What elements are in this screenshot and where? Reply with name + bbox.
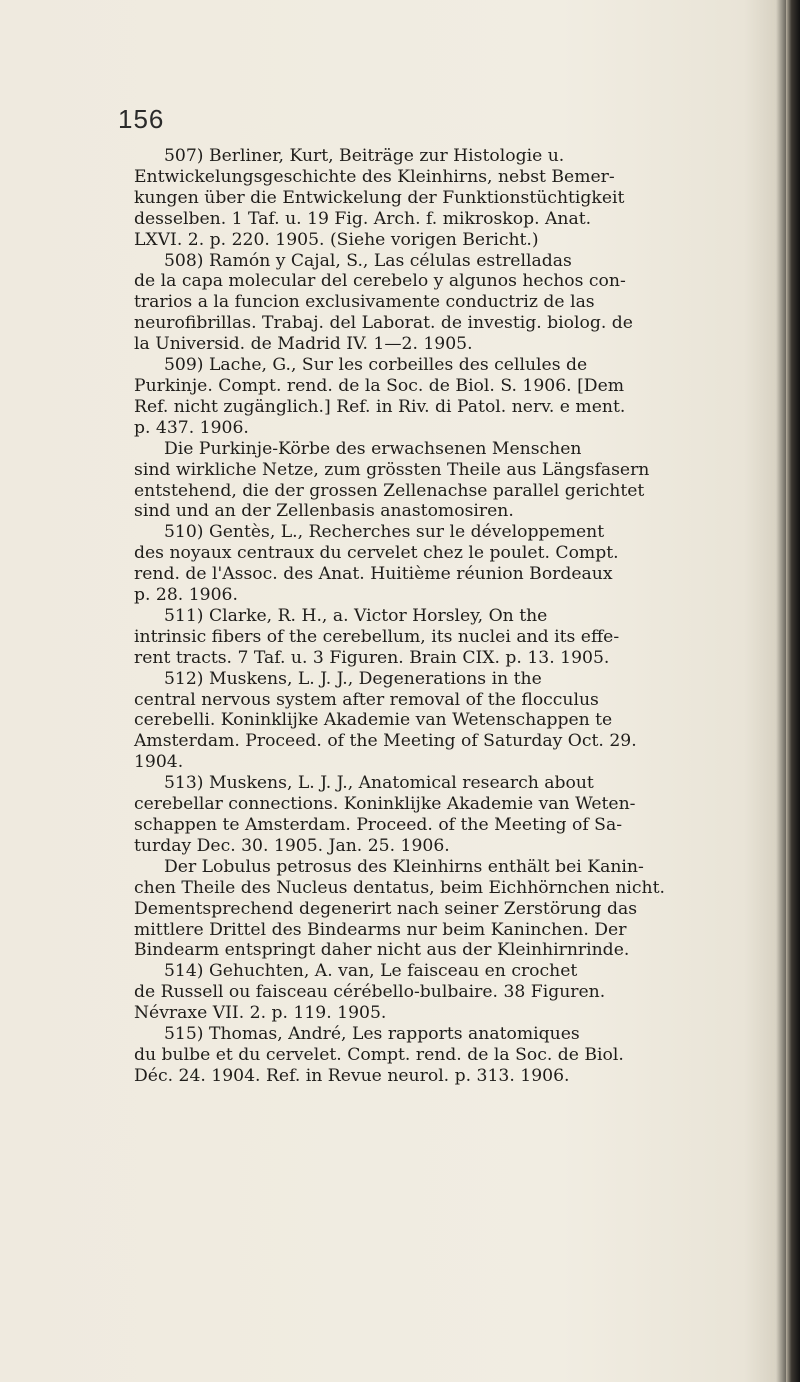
summary-509 xyxy=(134,439,714,523)
summary-line: mittlere Drittel des Bindearms nur beim Kaninchen. Der xyxy=(134,919,627,940)
entry-line: Déc. 24. 1904. Ref. in Revue neurol. p. 313. 1906. xyxy=(134,1065,570,1086)
entry-line: kungen über die Entwickelung der Funktionstüchtigkeit xyxy=(134,187,625,208)
entry-line: de Russell ou faisceau cérébello-bulbaire. 38 Figuren. xyxy=(134,982,606,1003)
entry-line: 510) Gentès, L., Recherches sur le développement xyxy=(164,522,605,543)
entry-line: LXVI. 2. p. 220. 1905. (Siehe vorigen Bericht.) xyxy=(134,229,539,250)
bibliography-text xyxy=(134,146,714,1087)
entry-512 xyxy=(134,669,714,774)
entry-line: du bulbe et du cervelet. Compt. rend. de la Soc. de Biol. xyxy=(134,1044,624,1065)
entry-line: rend. de l'Assoc. des Anat. Huitième réunion Bordeaux xyxy=(134,564,613,585)
entry-508 xyxy=(134,251,714,356)
entry-line: 508) Ramón y Cajal, S., Las células estrelladas xyxy=(164,250,572,271)
summary-line: Die Purkinje-Körbe des erwachsenen Menschen xyxy=(164,438,582,459)
entry-line: turday Dec. 30. 1905. Jan. 25. 1906. xyxy=(134,835,450,856)
entry-line: cerebellar connections. Koninklijke Akademie van Weten- xyxy=(134,794,636,815)
page-number: 156 xyxy=(118,104,165,134)
entry-line: central nervous system after removal of the flocculus xyxy=(134,689,599,710)
summary-line: chen Theile des Nucleus dentatus, beim Eichhörnchen nicht. xyxy=(134,877,665,898)
entry-line: p. 437. 1906. xyxy=(134,417,249,438)
summary-line: sind wirkliche Netze, zum grössten Theile aus Längsfasern xyxy=(134,459,650,480)
entry-line: rent tracts. 7 Taf. u. 3 Figuren. Brain CIX. p. 13. 1905. xyxy=(134,647,610,668)
entry-line: la Universid. de Madrid IV. 1—2. 1905. xyxy=(134,334,473,355)
summary-line: Der Lobulus petrosus des Kleinhirns enthält bei Kanin- xyxy=(164,856,644,877)
entry-line: 515) Thomas, André, Les rapports anatomiques xyxy=(164,1024,580,1045)
entry-line: 513) Muskens, L. J. J., Anatomical research about xyxy=(164,773,594,794)
entry-511 xyxy=(134,606,714,669)
entry-line: schappen te Amsterdam. Proceed. of the Meeting of Sa- xyxy=(134,815,623,835)
entry-line: trarios a la funcion exclusivamente conductriz de las xyxy=(134,292,595,313)
entry-line: 1904. xyxy=(134,752,184,773)
entry-line: desselben. 1 Taf. u. 19 Fig. Arch. f. mikroskop. Anat. xyxy=(134,208,592,229)
entry-line: intrinsic fibers of the cerebellum, its nuclei and its effe- xyxy=(134,626,620,647)
entry-513 xyxy=(134,773,714,857)
entry-line: 507) Berliner, Kurt, Beiträge zur Histologie u. xyxy=(164,146,565,166)
entry-line: 511) Clarke, R. H., a. Victor Horsley, On the xyxy=(164,605,548,626)
entry-line: 512) Muskens, L. J. J., Degenerations in the xyxy=(164,668,542,689)
entry-line: neurofibrillas. Trabaj. del Laborat. de investig. biolog. de xyxy=(134,313,633,334)
entry-line: 514) Gehuchten, A. van, Le faisceau en crochet xyxy=(164,961,578,982)
entry-509 xyxy=(134,355,714,439)
summary-line: Bindearm entspringt daher nicht aus der Kleinhirnrinde. xyxy=(134,940,630,961)
entry-507 xyxy=(134,146,714,251)
summary-line: Dementsprechend degenerirt nach seiner Zerstörung das xyxy=(134,898,638,919)
entry-510 xyxy=(134,522,714,606)
entry-line: Ref. nicht zugänglich.] Ref. in Riv. di Patol. nerv. e ment. xyxy=(134,396,626,417)
entry-515 xyxy=(134,1024,714,1087)
entry-514 xyxy=(134,961,714,1024)
entry-line: cerebelli. Koninklijke Akademie van Wetenschappen te xyxy=(134,710,613,731)
entry-line: Purkinje. Compt. rend. de la Soc. de Biol. S. 1906. [Dem xyxy=(134,375,625,396)
summary-line: entstehend, die der grossen Zellenachse parallel gerichtet xyxy=(134,480,645,501)
entry-line: de la capa molecular del cerebelo y algunos hechos con- xyxy=(134,271,626,292)
book-spine-shadow xyxy=(786,0,800,1382)
entry-line: p. 28. 1906. xyxy=(134,585,238,606)
entry-line: Névraxe VII. 2. p. 119. 1905. xyxy=(134,1003,387,1024)
entry-line: des noyaux centraux du cervelet chez le poulet. Compt. xyxy=(134,543,619,564)
entry-line: 509) Lache, G., Sur les corbeilles des cellules de xyxy=(164,355,588,376)
entry-line: Entwickelungsgeschichte des Kleinhirns, nebst Bemer- xyxy=(134,166,615,187)
entry-line: Amsterdam. Proceed. of the Meeting of Saturday Oct. 29. xyxy=(134,731,637,752)
summary-line: sind und an der Zellenbasis anastomosiren. xyxy=(134,501,514,522)
summary-513 xyxy=(134,857,714,962)
